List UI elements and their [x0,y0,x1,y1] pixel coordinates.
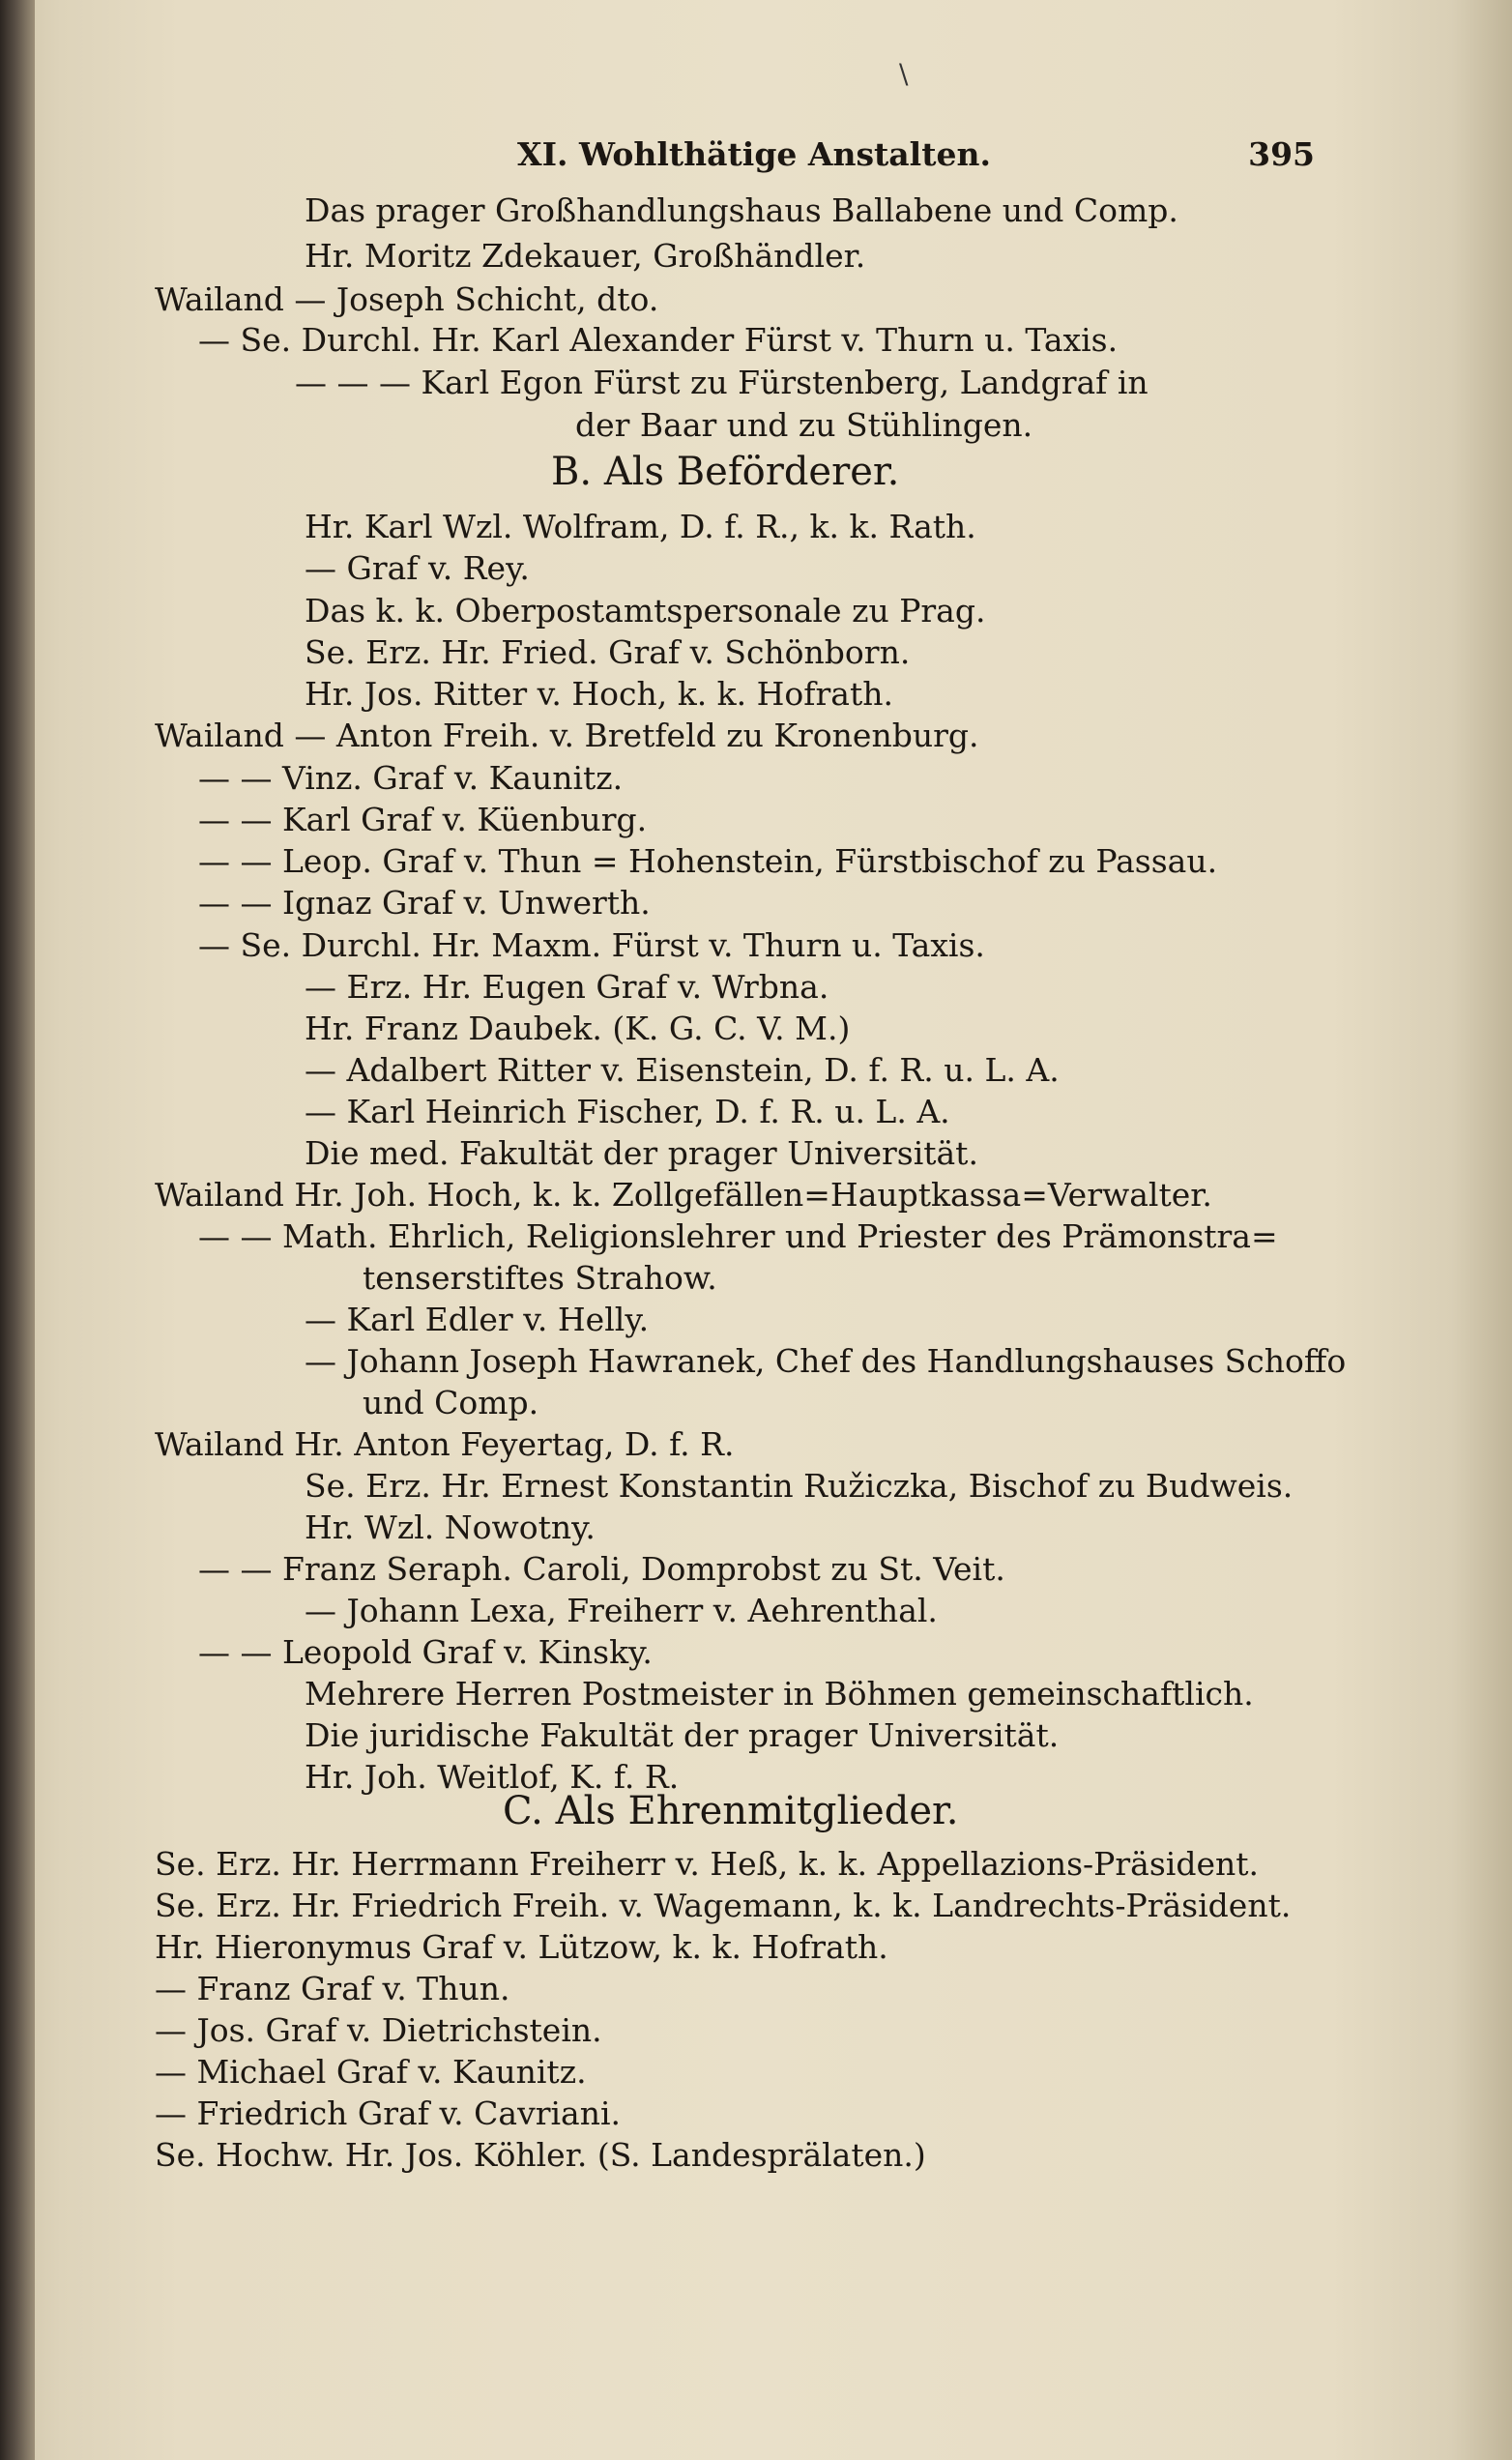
list-item: — Karl Edler v. Helly. [305,1301,650,1338]
section-c-heading: C. Als Ehrenmitglieder. [503,1789,959,1833]
list-item: Hr. Moritz Zdekauer, Großhändler. [305,237,866,275]
list-item: — — Math. Ehrlich, Religionslehrer und Priester des Prämonstra= [198,1217,1278,1255]
running-header [145,135,1315,180]
list-item: — — — Karl Egon Fürst zu Fürstenberg, Landgraf in [295,364,1149,401]
list-item: — Friedrich Graf v. Cavriani. [155,2094,622,2132]
list-item: Wailand — Joseph Schicht, dto. [155,280,659,318]
list-item: Se. Erz. Hr. Ernest Konstantin Ružiczka, Bischof zu Budweis. [305,1467,1294,1505]
list-item: — Se. Durchl. Hr. Karl Alexander Fürst v. Thurn u. Taxis. [198,321,1119,359]
list-item: — — Vinz. Graf v. Kaunitz. [198,759,624,797]
list-item: Hr. Wzl. Nowotny. [305,1508,596,1546]
list-item: Wailand — Anton Freih. v. Bretfeld zu Kronenburg. [155,717,979,754]
list-item: — Johann Lexa, Freiherr v. Aehrenthal. [305,1592,938,1629]
list-item: Se. Erz. Hr. Herrmann Freiherr v. Heß, k. k. Appellazions-Präsident. [155,1845,1259,1883]
list-item: Das prager Großhandlungshaus Ballabene und Comp. [305,191,1178,229]
list-item: und Comp. [363,1384,539,1421]
list-item: — — Leopold Graf v. Kinsky. [198,1633,653,1671]
header-title: XI. Wohlthätige Anstalten. [517,135,991,173]
book-spine-shadow [0,0,35,2460]
list-item: — Jos. Graf v. Dietrichstein. [155,2011,602,2049]
list-item: Das k. k. Oberpostamtspersonale zu Prag. [305,592,986,630]
list-item: Se. Erz. Hr. Fried. Graf v. Schönborn. [305,633,911,671]
list-item: — — Karl Graf v. Küenburg. [198,801,648,838]
list-item: — Johann Joseph Hawranek, Chef des Handlungshauses Schoffo [305,1342,1347,1380]
list-item: tenserstiftes Strahow. [363,1259,717,1297]
list-item: — Se. Durchl. Hr. Maxm. Fürst v. Thurn u. Taxis. [198,926,985,964]
list-item: — Franz Graf v. Thun. [155,1970,510,2007]
list-item: der Baar und zu Stühlingen. [575,406,1033,444]
list-item: — — Franz Seraph. Caroli, Domprobst zu St. Veit. [198,1550,1005,1588]
list-item: Hr. Hieronymus Graf v. Lützow, k. k. Hofrath. [155,1928,888,1966]
list-item: — Adalbert Ritter v. Eisenstein, D. f. R. u. L. A. [305,1051,1060,1089]
list-item: Wailand Hr. Joh. Hoch, k. k. Zollgefällen=Hauptkassa=Verwalter. [155,1176,1212,1214]
list-item: — Karl Heinrich Fischer, D. f. R. u. L. A. [305,1093,950,1130]
list-item: Die med. Fakultät der prager Universität. [305,1134,978,1172]
list-item: Se. Erz. Hr. Friedrich Freih. v. Wagemann, k. k. Landrechts-Präsident. [155,1887,1292,1924]
stray-mark: \ [899,58,909,90]
list-item: — Erz. Hr. Eugen Graf v. Wrbna. [305,968,829,1006]
list-item: Hr. Franz Daubek. (K. G. C. V. M.) [305,1010,851,1047]
list-item: Hr. Karl Wzl. Wolfram, D. f. R., k. k. Rath. [305,508,976,545]
list-item: Hr. Joh. Weitlof, K. f. R. [305,1758,680,1796]
list-item: Hr. Jos. Ritter v. Hoch, k. k. Hofrath. [305,675,893,713]
page-number: 395 [1248,135,1315,173]
list-item: — — Leop. Graf v. Thun = Hohenstein, Fürstbischof zu Passau. [198,842,1218,880]
list-item: Se. Hochw. Hr. Jos. Köhler. (S. Landesprälaten.) [155,2136,926,2174]
list-item: Wailand Hr. Anton Feyertag, D. f. R. [155,1425,735,1463]
list-item: Die juridische Fakultät der prager Universität. [305,1716,1060,1754]
list-item: — — Ignaz Graf v. Unwerth. [198,884,651,922]
list-item: — Graf v. Rey. [305,549,530,587]
list-item: — Michael Graf v. Kaunitz. [155,2053,587,2091]
list-item: Mehrere Herren Postmeister in Böhmen gemeinschaftlich. [305,1675,1254,1713]
section-b-heading: B. Als Beförderer. [551,450,900,494]
